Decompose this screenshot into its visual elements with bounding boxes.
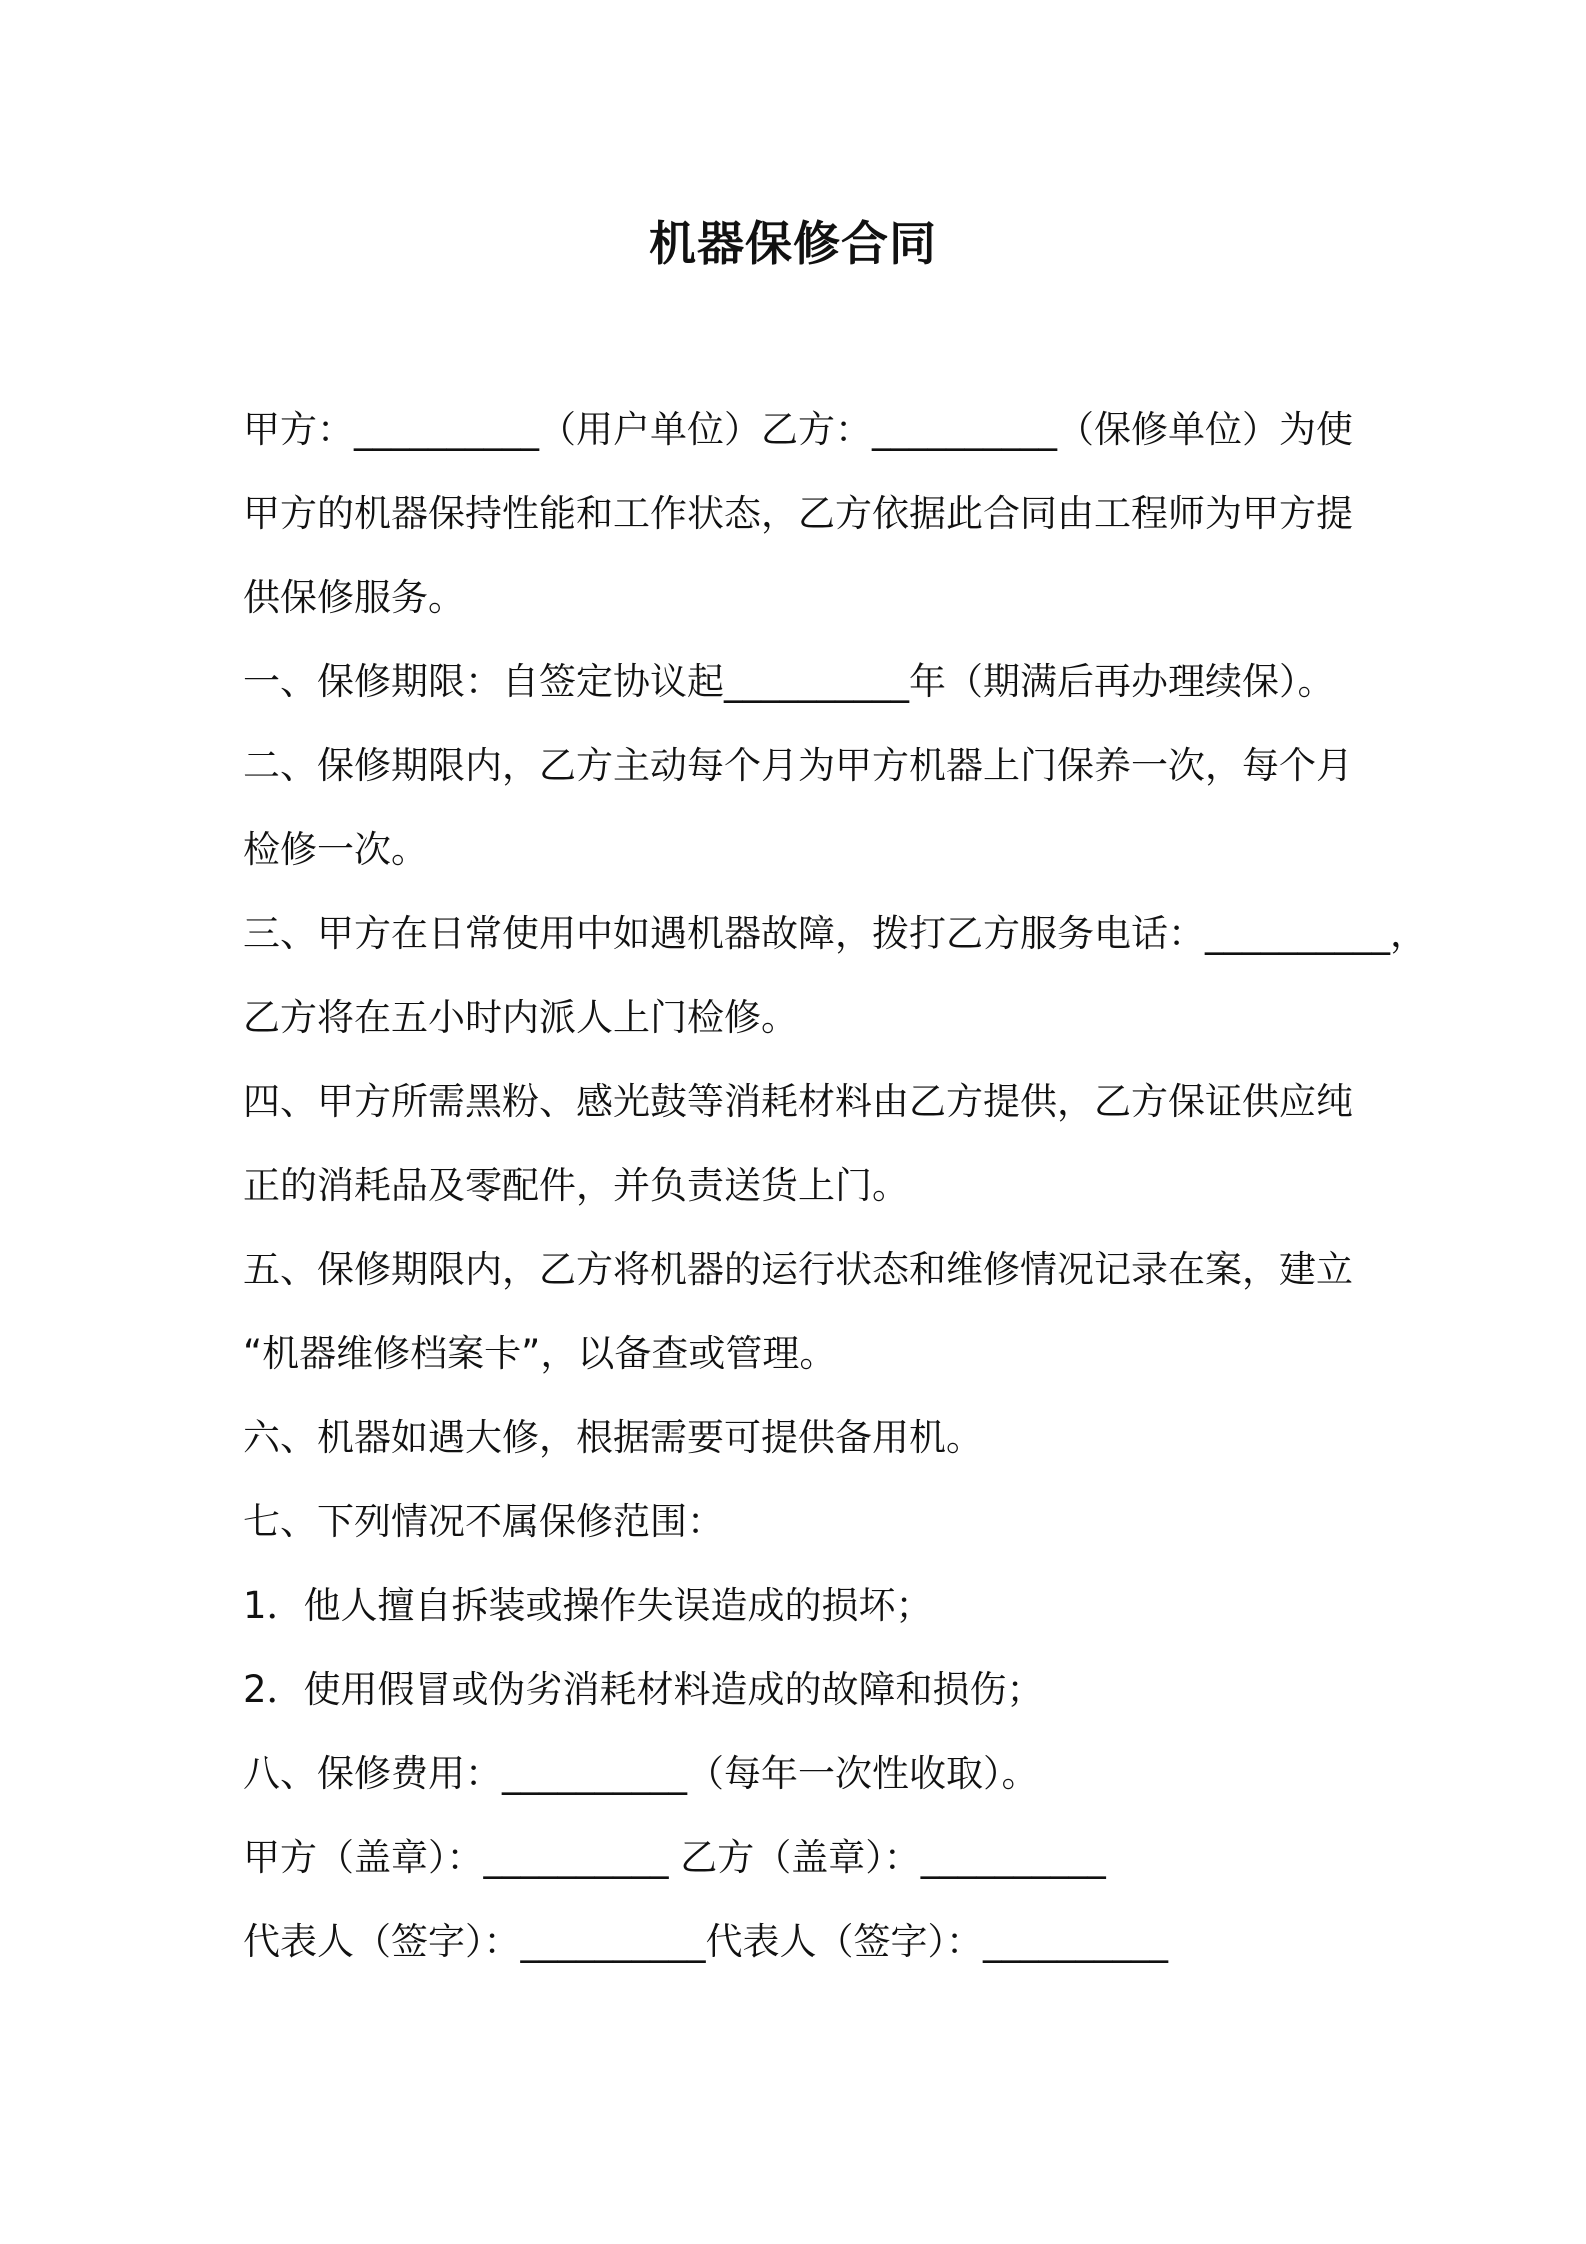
party-intro-line-2: 甲方的机器保持性能和工作状态，乙方依据此合同由工程师为甲方提	[243, 492, 1353, 535]
clause-3-line-1: 三、甲方在日常使用中如遇机器故障，拨打乙方服务电话：__________，	[243, 912, 1427, 955]
clause-7-item-1: 1．他人擅自拆装或操作失误造成的损坏；	[243, 1584, 933, 1627]
party-intro-line-1: 甲方：__________（用户单位）乙方：__________（保修单位）为使	[243, 408, 1353, 451]
clause-7-heading: 七、下列情况不属保修范围：	[243, 1500, 724, 1543]
clause-8-fee: 八、保修费用：__________（每年一次性收取）。	[243, 1752, 1039, 1795]
seal-line: 甲方（盖章）：__________ 乙方（盖章）：__________	[243, 1836, 1106, 1879]
clause-5-line-1: 五、保修期限内，乙方将机器的运行状态和维修情况记录在案，建立	[243, 1248, 1353, 1291]
clause-3-line-2: 乙方将在五小时内派人上门检修。	[243, 996, 798, 1039]
clause-2-line-1: 二、保修期限内，乙方主动每个月为甲方机器上门保养一次，每个月	[243, 744, 1353, 787]
party-intro-line-3: 供保修服务。	[243, 576, 465, 619]
clause-4-line-1: 四、甲方所需黑粉、感光鼓等消耗材料由乙方提供，乙方保证供应纯	[243, 1080, 1353, 1123]
clause-1-warranty-period: 一、保修期限：自签定协议起__________年（期满后再办理续保）。	[243, 660, 1335, 703]
clause-6: 六、机器如遇大修，根据需要可提供备用机。	[243, 1416, 983, 1459]
clause-7-item-2: 2．使用假冒或伪劣消耗材料造成的故障和损伤；	[243, 1668, 1044, 1711]
signature-line: 代表人（签字）：__________代表人（签字）：__________	[243, 1920, 1168, 1963]
clause-2-line-2: 检修一次。	[243, 828, 428, 871]
document-title: 机器保修合同	[649, 217, 937, 272]
clause-4-line-2: 正的消耗品及零配件，并负责送货上门。	[243, 1164, 909, 1207]
clause-5-line-2: “机器维修档案卡”，以备查或管理。	[243, 1332, 837, 1375]
